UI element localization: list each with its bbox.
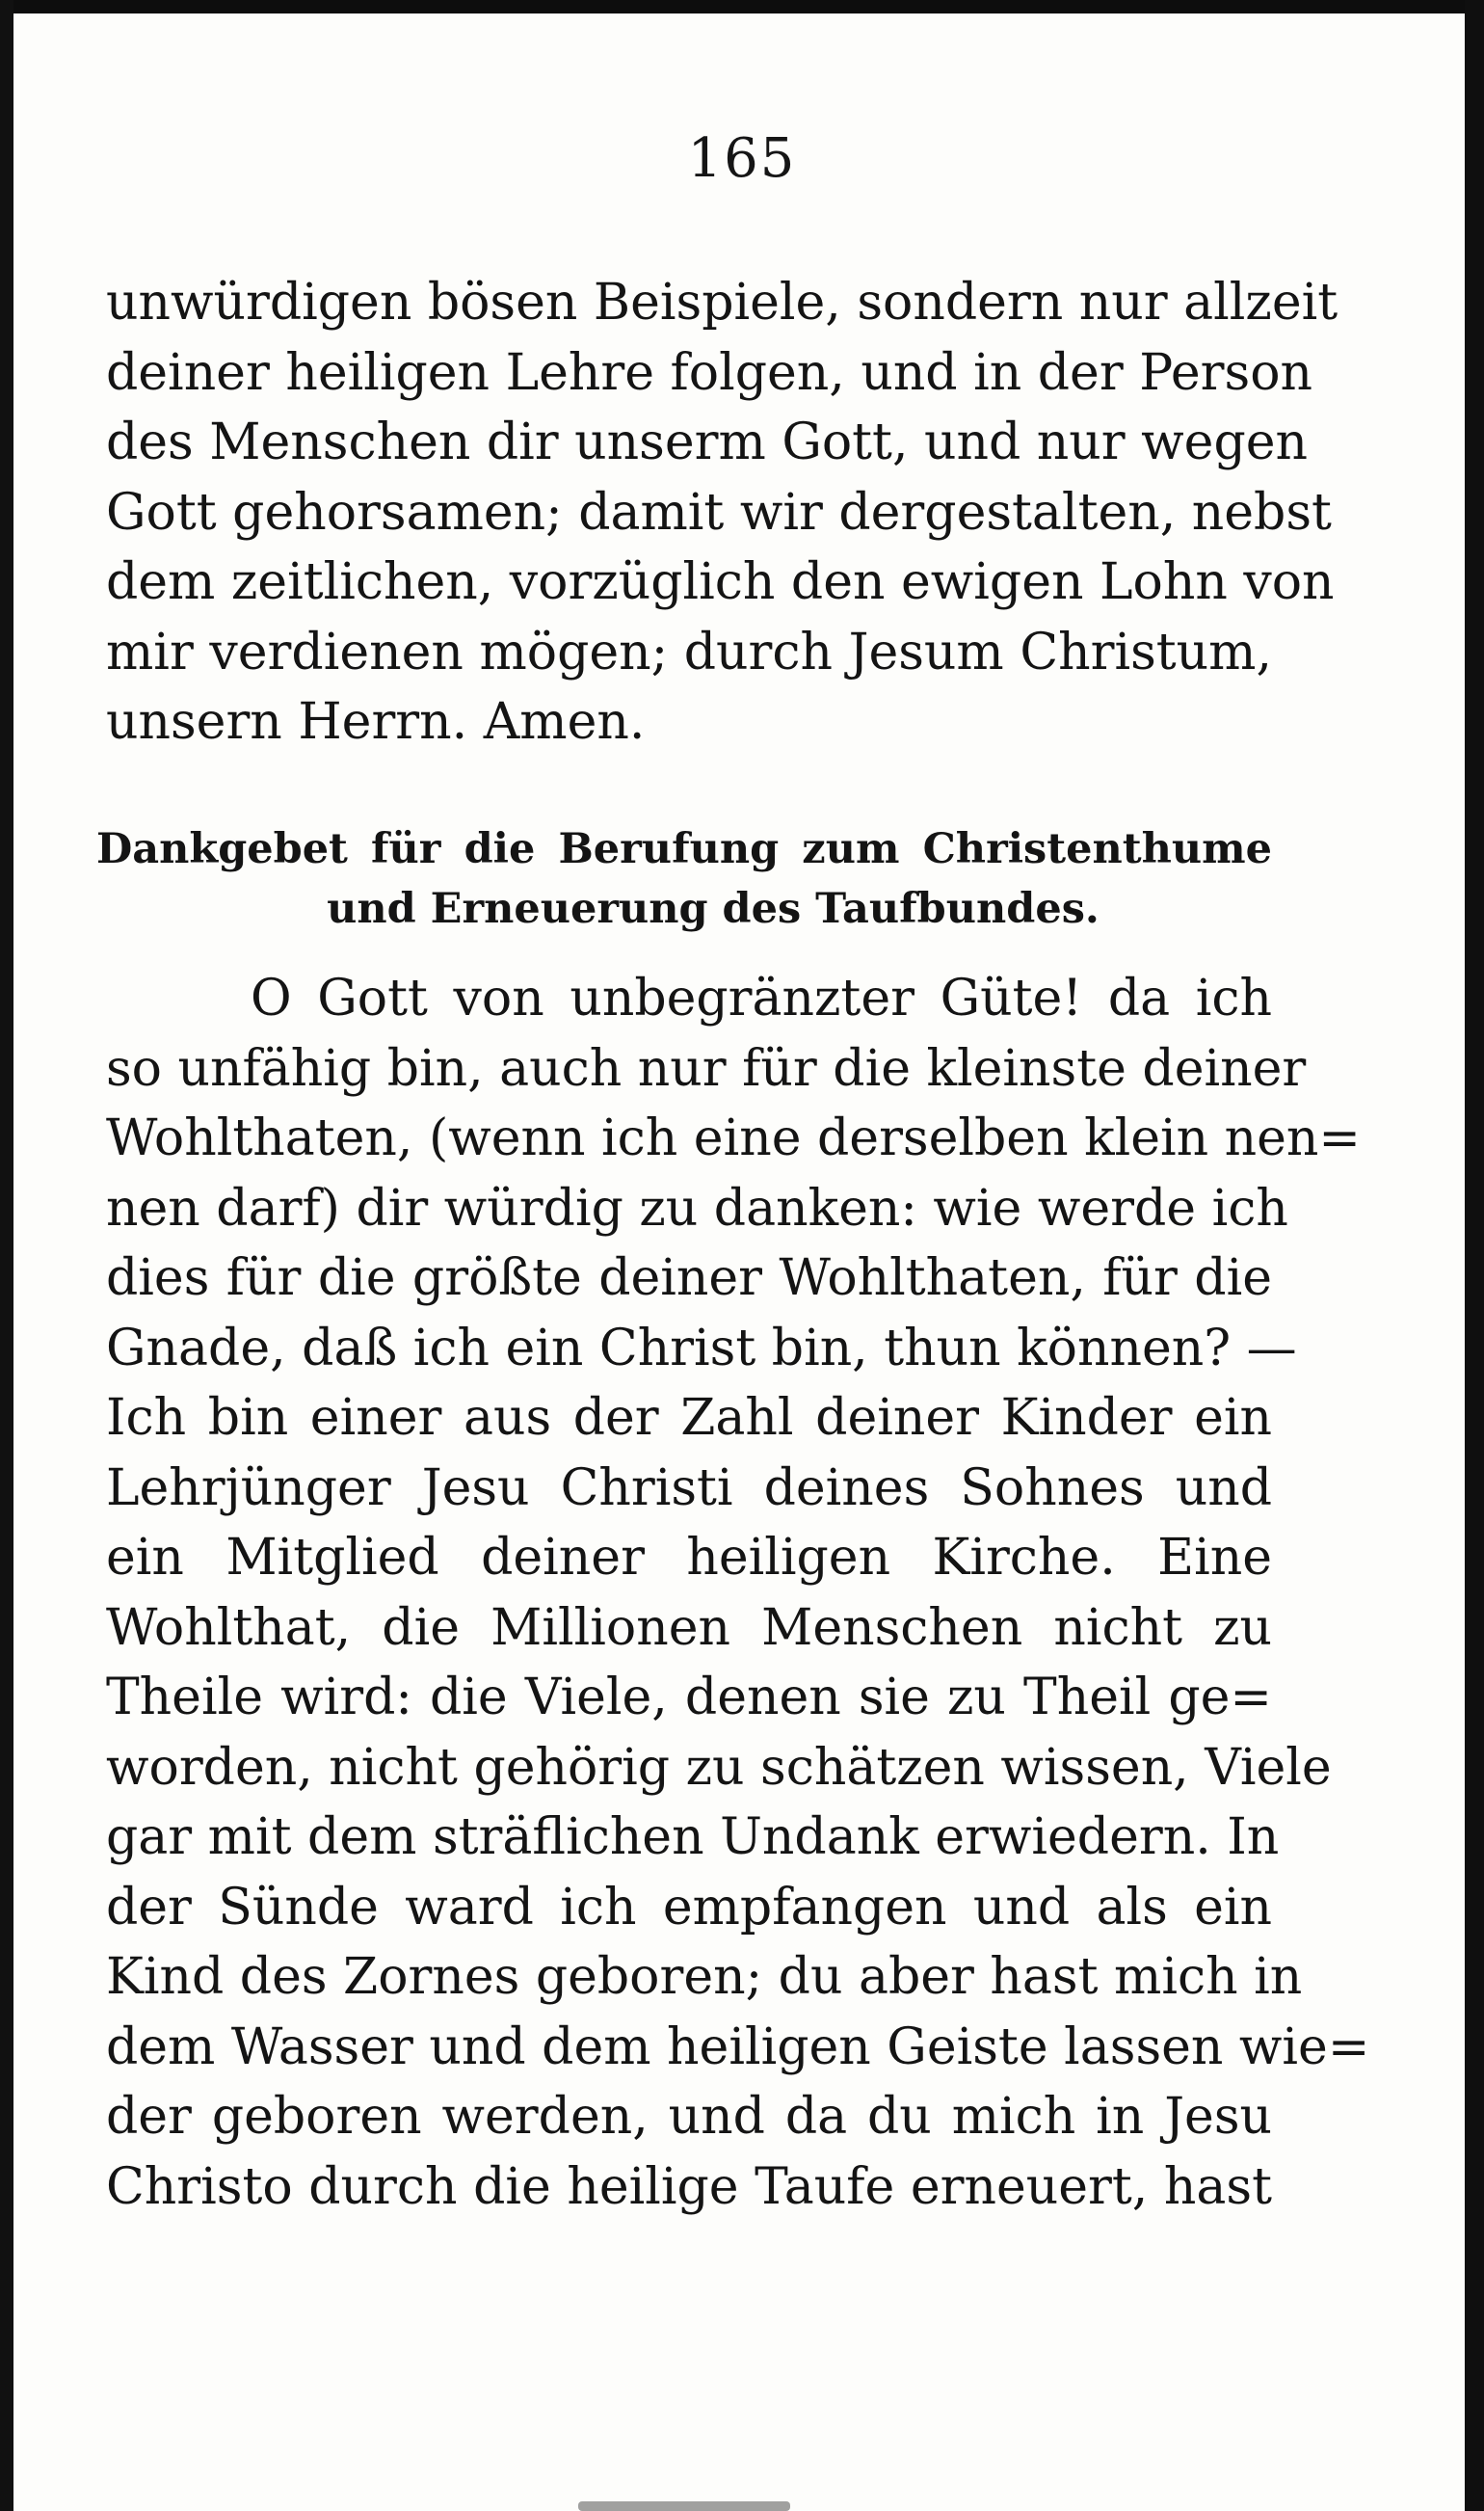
text-line: Lehrjünger Jesu Christi deines Sohnes und xyxy=(106,1458,1272,1517)
text-line: gar mit dem sträflichen Undank erwiedern. In xyxy=(106,1808,1280,1866)
text-line: der geboren werden, und da du mich in Jesu xyxy=(106,2088,1272,2146)
text-line: unwürdigen bösen Beispiele, sondern nur allzeit xyxy=(106,274,1338,332)
heading-line-2: und Erneuerung des Taufbundes. xyxy=(327,885,1100,933)
text-line: dem Wasser und dem heiligen Geiste lassen wie= xyxy=(106,2017,1370,2076)
text-line: Kind des Zornes geboren; du aber hast mich in xyxy=(106,1948,1303,2006)
text-line: O Gott von unbegränzter Güte! da ich xyxy=(251,970,1272,1028)
text-line: Gott gehorsamen; damit wir dergestalten, nebst xyxy=(106,483,1332,542)
text-line: so unfähig bin, auch nur für die kleinste deiner xyxy=(106,1039,1307,1098)
scan-left-border xyxy=(0,0,13,2511)
text-line: der Sünde ward ich empfangen und als ein xyxy=(106,1878,1272,1937)
text-line: Theile wird: die Viele, denen sie zu Theil ge= xyxy=(106,1669,1272,1726)
text-line: nen darf) dir würdig zu danken: wie werde ich xyxy=(106,1179,1288,1238)
text-line: dies für die größte deiner Wohlthaten, für die xyxy=(106,1249,1272,1307)
page-number: 165 xyxy=(687,127,797,190)
text-line: worden, nicht gehörig zu schätzen wissen, Viele xyxy=(106,1738,1332,1797)
text-line: ein Mitglied deiner heiligen Kirche. Eine xyxy=(106,1529,1272,1587)
scan-bottom-mark xyxy=(578,2501,790,2511)
text-line: dem zeitlichen, vorzüglich den ewigen Lohn von xyxy=(106,553,1335,611)
text-line: des Menschen dir unserm Gott, und nur wegen xyxy=(106,414,1309,471)
text-line: Wohlthaten, (wenn ich eine derselben klein nen= xyxy=(106,1109,1361,1167)
prayer-paragraph xyxy=(106,964,1370,2222)
heading-line-1: Dankgebet für die Berufung zum Christenthume xyxy=(96,825,1272,873)
text-line: deiner heiligen Lehre folgen, und in der Person xyxy=(106,343,1312,402)
text-line: Gnade, daß ich ein Christ bin, thun können? — xyxy=(106,1319,1297,1377)
text-line: Christo durch die heilige Taufe erneuert, hast xyxy=(106,2157,1272,2216)
scan-top-border xyxy=(0,0,1484,13)
text-line: mir verdienen mögen; durch Jesum Christum, xyxy=(106,623,1272,681)
text-line: Ich bin einer aus der Zahl deiner Kinder ein xyxy=(106,1389,1272,1447)
section-heading xyxy=(96,819,1272,939)
scan-right-border xyxy=(1465,0,1484,2511)
paragraph-continued xyxy=(106,268,1338,758)
text-line: Wohlthat, die Millionen Menschen nicht zu xyxy=(106,1598,1272,1657)
text-line: unsern Herrn. Amen. xyxy=(106,693,646,751)
